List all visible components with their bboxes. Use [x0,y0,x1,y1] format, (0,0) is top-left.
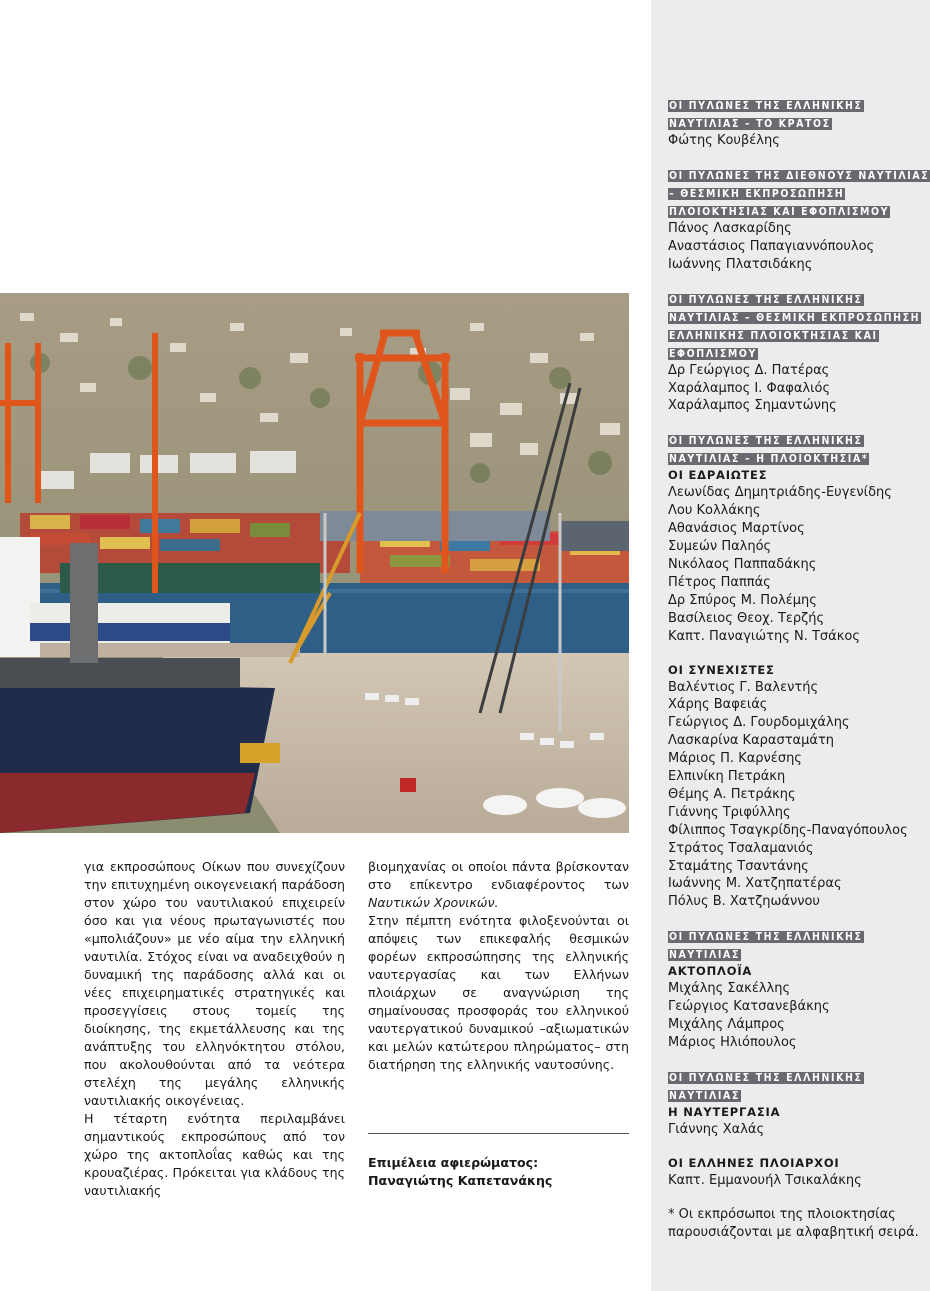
section-heading-text: ΟΙ ΠΥΛΩΝΕΣ ΤΗΣ ΕΛΛΗΝΙΚΗΣ ΝΑΥΤΙΛΙΑΣ [669,931,863,962]
person-name: Αναστάσιος Παπαγιαννόπουλος [668,238,875,254]
person-name: Μιχάλης Σακέλλης [668,981,791,997]
sidebar-section [668,662,930,912]
person-name: Χάρης Βαφειάς [668,697,768,713]
sidebar-list [668,96,930,1242]
body-paragraph: για εκπροσώπους Οίκων που συνεχίζουν την επιτυχημένη οικογενειακή παράδοση στον χώρο του ναυτιλιακού επιχειρείν όσο και για νέους πρωταγωνιστές που «μπολιάζουν» με νέο αίμα την ελληνική ναυτιλία. Στόχος είναι να αναδειχθούν η δυναμική της παράδοσης αλλά και οι νέες επιχειρηματικές στρατηγικές και προσεγγίσεις στους τομείς της διοίκησης, της εκμετάλλευσης και της ανάπτυξης του ελληνόκτητου στόλου, που ακολουθούνται από τα νεότερα στελέχη της μεγάλης ελληνικής ναυτιλιακής οικογένειας. [84,859,345,1108]
person-name: Μάριος Π. Καρνέσης [668,751,802,767]
harbor-photo-icon [0,293,629,833]
section-subtitle: Η ΝΑΥΤΕΡΓΑΣΙΑ [668,1104,781,1119]
person-name: Χαράλαμπος Ι. Φαφαλιός [668,380,831,396]
body-paragraph: Στην πέμπτη ενότητα φιλοξενούνται οι απόψεις των επικεφαλής θεσμικών φορέων εκπροσώπησης της ελληνικής ναυτεργασίας και των Ελλήνων πλοιάρχων σε αναγνώριση της σημαίνουσας προσφοράς του ελληνικού ναυτεργατικού δυναμικού –αξιωματικών και μελών κατώτερου πληρώματος– στη διατήρηση της ελληνικής ναυτοσύνης. [368,913,629,1072]
section-heading [668,96,930,132]
person-name: Αθανάσιος Μαρτίνος [668,521,805,537]
footnote: * Οι εκπρόσωποι της πλοιοκτησίας παρουσιάζονται με αλφαβητική σειρά. [668,1206,919,1240]
credit-name: Παναγιώτης Καπετανάκης [368,1173,553,1188]
section-subtitle: ΑΚΤΟΠΛΟΪΑ [668,964,753,979]
person-name: Δρ Γεώργιος Δ. Πατέρας [668,362,830,378]
sidebar [651,0,930,1291]
section-heading-text: ΟΙ ΠΥΛΩΝΕΣ ΤΗΣ ΔΙΕΘΝΟΥΣ ΝΑΥΤΙΛΙΑΣ – ΘΕΣΜΙΚΗ ΕΚΠΡΟΣΩΠΗΣΗ ΠΛΟΙΟΚΤΗΣΙΑΣ ΚΑΙ ΕΦΟΠΛΙΣΜΟΥ [669,169,930,218]
sidebar-section [668,927,930,1052]
person-name: Βαλέντιος Γ. Βαλεντής [668,679,819,695]
person-name: Φώτης Κουβέλης [668,133,780,148]
person-name: Δρ Σπύρος Μ. Πολέμης [668,592,817,608]
person-name: Καπτ. Εμμανουήλ Τσικαλάκης [668,1172,862,1188]
section-heading [668,1068,930,1104]
person-name: Γιάννης Τριφύλλης [668,804,791,820]
person-name: Γεώργιος Κατσανεβάκης [668,999,830,1015]
person-name: Γιάννης Χαλάς [668,1121,765,1137]
person-name: Λεωνίδας Δημητριάδης-Ευγενίδης [668,485,892,501]
person-name: Ελπινίκη Πετράκη [668,769,786,785]
sidebar-section [668,431,930,645]
section-heading-text: ΟΙ ΠΥΛΩΝΕΣ ΤΗΣ ΕΛΛΗΝΙΚΗΣ ΝΑΥΤΙΛΙΑΣ – ΤΟ ΚΡΑΤΟΣ [669,100,863,130]
person-name: Σταμάτης Τσαντάνης [668,858,809,874]
credit-label: Επιμέλεια αφιερώματος: [368,1155,539,1170]
body-column-2 [368,858,629,1074]
person-name: Λασκαρίνα Καρασταμάτη [668,733,835,749]
section-subtitle: ΟΙ ΣΥΝΕΧΙΣΤΕΣ [668,662,775,677]
person-name: Βασίλειος Θεοχ. Τερζής [668,610,825,626]
person-name: Μάριος Ηλιόπουλος [668,1035,797,1050]
section-heading [668,290,930,362]
person-name: Φίλιππος Τσαγκρίδης-Παναγόπουλος [668,822,908,838]
person-name: Μιχάλης Λάμπρος [668,1017,785,1033]
person-name: Λου Κολλάκης [668,503,761,519]
person-name: Πέτρος Παππάς [668,574,771,590]
sidebar-section [668,166,930,274]
divider [368,1133,629,1134]
person-name: Γεώργιος Δ. Γουρδομιχάλης [668,715,850,731]
sidebar-section [668,1068,930,1139]
body-column-1 [84,858,345,1200]
magazine-name: Ναυτικών Χρονικών. [368,895,499,910]
body-text: βιομηχανίας οι οποίοι πάντα βρίσκονταν στο επίκεντρο ενδιαφέροντος των [368,859,629,892]
person-name: Πάνος Λασκαρίδης [668,220,792,236]
sidebar-section [668,290,930,416]
person-name: Ιωάννης Μ. Χατζηπατέρας [668,876,842,892]
section-subtitle: ΟΙ ΕΔΡΑΙΩΤΕΣ [668,468,768,483]
section-heading-text: ΟΙ ΠΥΛΩΝΕΣ ΤΗΣ ΕΛΛΗΝΙΚΗΣ ΝΑΥΤΙΛΙΑΣ – Η ΠΛΟΙΟΚΤΗΣΙΑ* [669,435,869,466]
person-name: Θέμης Α. Πετράκης [668,786,796,802]
section-heading-text: ΟΙ ΠΥΛΩΝΕΣ ΤΗΣ ΕΛΛΗΝΙΚΗΣ ΝΑΥΤΙΛΙΑΣ [669,1071,863,1102]
body-paragraph: Η τέταρτη ενότητα περιλαμβάνει σημαντικούς εκπροσώπους από τον χώρο της ακτοπλοΐας καθώς και της κρουαζιέρας. Πρόκειται για κλάδους της ναυτιλιακής [84,1111,345,1198]
section-subtitle: ΟΙ ΕΛΛΗΝΕΣ ΠΛΟΙΑΡΧΟΙ [668,1155,840,1170]
editor-credit [368,1154,552,1190]
section-heading [668,927,930,963]
person-name: Στράτος Τσαλαμανιός [668,840,814,856]
sidebar-section [668,1155,930,1190]
person-name: Νικόλαος Παππαδάκης [668,556,817,572]
body-paragraph [368,858,629,912]
section-heading-text: ΟΙ ΠΥΛΩΝΕΣ ΤΗΣ ΕΛΛΗΝΙΚΗΣ ΝΑΥΤΙΛΙΑΣ – ΘΕΣΜΙΚΗ ΕΚΠΡΟΣΩΠΗΣΗ ΕΛΛΗΝΙΚΗΣ ΠΛΟΙΟΚΤΗΣΙΑΣ ΚΑΙ ΕΦΟΠΛΙΣΜΟΥ [669,293,921,360]
section-heading [668,431,930,467]
person-name: Χαράλαμπος Σημαντώνης [668,398,837,414]
harbor-photo [0,293,629,833]
sidebar-section [668,96,930,150]
section-heading [668,166,930,220]
person-name: Συμεών Παληός [668,539,772,555]
person-name: Ιωάννης Πλατσιδάκης [668,256,813,272]
person-name: Καπτ. Παναγιώτης Ν. Τσάκος [668,628,860,644]
person-name: Πόλυς Β. Χατζηωάννου [668,894,820,910]
